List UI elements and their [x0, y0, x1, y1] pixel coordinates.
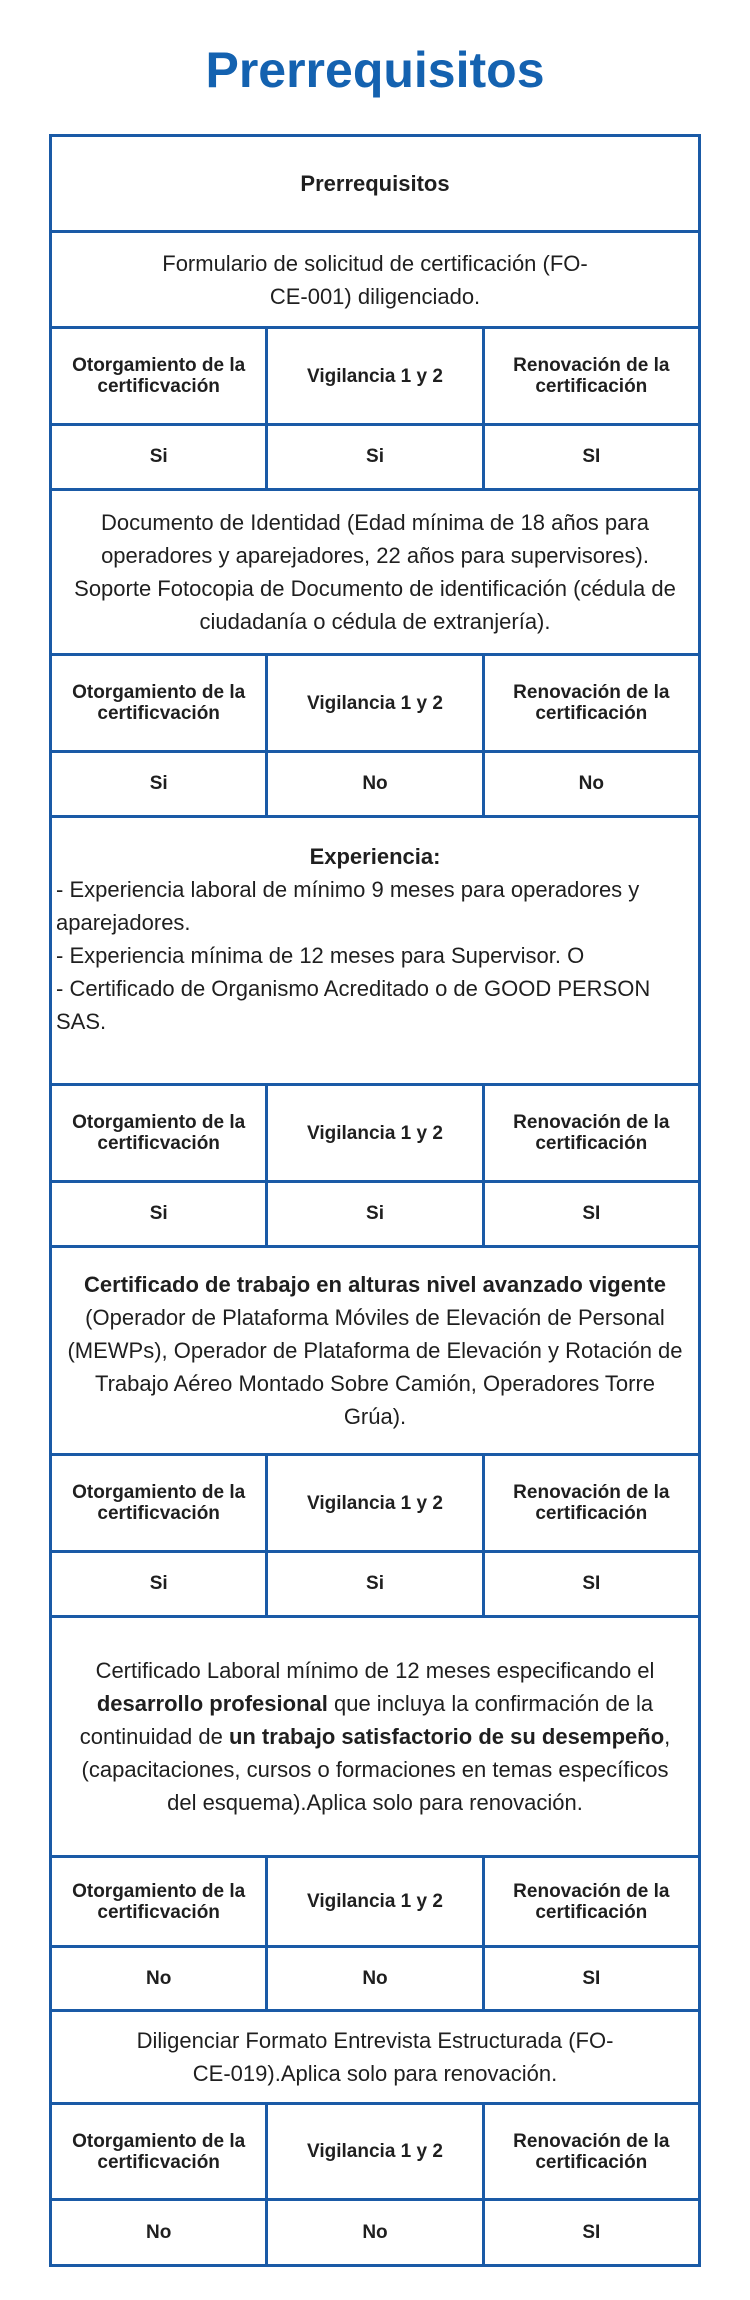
value-vigilancia: Si [268, 1553, 484, 1615]
work-certificate-text: Certificado Laboral mínimo de 12 meses especificando el [95, 1658, 655, 1683]
page-title: Prerrequisitos [205, 42, 545, 98]
values-row [52, 1553, 698, 1618]
value-vigilancia: No [268, 753, 484, 815]
header-vigilancia: Vigilancia 1 y 2 [268, 656, 484, 750]
value-vigilancia: No [268, 1948, 484, 2009]
prerequisite-experience [52, 818, 698, 1086]
header-vigilancia: Vigilancia 1 y 2 [268, 1456, 484, 1550]
prerequisites-table [49, 134, 701, 2267]
prerequisite-heights-certificate [52, 1248, 698, 1456]
prerequisite-identity-document: Documento de Identidad (Edad mínima de 18 años para operadores y aparejadores, 22 años para supervisores). Soporte Fotocopia de Documento de identificación (cédula de ciudadanía o cédula de extranjería). [52, 491, 698, 656]
header-vigilancia: Vigilancia 1 y 2 [268, 1086, 484, 1180]
experience-line: - Experiencia mínima de 12 meses para Supervisor. O [56, 943, 585, 968]
values-row [52, 1183, 698, 1248]
column-header-row [52, 2105, 698, 2201]
value-renovacion: SI [582, 1573, 601, 1594]
header-renovacion: Renovación de la certificación [513, 1880, 670, 1923]
value-vigilancia: Si [268, 426, 484, 488]
values-row [52, 426, 698, 491]
value-otorgamiento: No [52, 1948, 268, 2009]
heights-certificate-title: Certificado de trabajo en alturas nivel avanzado vigente [84, 1272, 666, 1297]
header-renovacion: Renovación de la certificación [513, 1112, 670, 1154]
column-header-row [52, 1858, 698, 1948]
value-otorgamiento: Si [52, 753, 268, 815]
header-otorgamiento: Otorgamiento de la certificvación [52, 329, 268, 423]
experience-heading: Experiencia: [309, 844, 441, 869]
header-otorgamiento: Otorgamiento de la certificvación [52, 1456, 268, 1550]
values-row [52, 753, 698, 818]
value-renovacion: SI [582, 1203, 601, 1224]
value-renovacion: SI [582, 1967, 601, 1989]
work-certificate-text: , (capacitaciones, cursos o formaciones en temas específicos del esquema).Aplica solo para renovación. [81, 1724, 671, 1815]
prerequisite-interview-form: Diligenciar Formato Entrevista Estructurada (FO-CE-019).Aplica solo para renovación. [52, 2012, 698, 2105]
value-otorgamiento: Si [52, 1183, 268, 1245]
value-otorgamiento: Si [52, 426, 268, 488]
experience-line: - Experiencia laboral de mínimo 9 meses para operadores y aparejadores. [56, 877, 640, 935]
column-header-row [52, 1456, 698, 1553]
values-row [52, 1948, 698, 2012]
heights-certificate-detail: (Operador de Plataforma Móviles de Elevación de Personal (MEWPs), Operador de Plataforma de Elevación y Rotación de Trabajo Aéreo Montado Sobre Camión, Operadores Torre Grúa). [67, 1305, 683, 1429]
header-renovacion: Renovación de la certificación [513, 355, 670, 397]
value-otorgamiento: Si [52, 1553, 268, 1615]
header-otorgamiento: Otorgamiento de la certificvación [52, 1086, 268, 1180]
header-renovacion: Renovación de la certificación [513, 1482, 670, 1524]
value-renovacion: SI [582, 2221, 601, 2243]
experience-line: - Certificado de Organismo Acreditado o de GOOD PERSON SAS. [56, 976, 651, 1034]
value-vigilancia: No [268, 2201, 484, 2264]
header-renovacion: Renovación de la certificación [513, 2130, 670, 2173]
column-header-row [52, 656, 698, 753]
value-renovacion: No [578, 773, 604, 794]
table-header: Prerrequisitos [52, 137, 698, 233]
header-otorgamiento: Otorgamiento de la certificvación [52, 1858, 268, 1945]
values-row [52, 2201, 698, 2264]
header-vigilancia: Vigilancia 1 y 2 [268, 1858, 484, 1945]
column-header-row [52, 1086, 698, 1183]
value-vigilancia: Si [268, 1183, 484, 1245]
header-vigilancia: Vigilancia 1 y 2 [268, 2105, 484, 2198]
prerequisite-application-form: Formulario de solicitud de certificación (FO-CE-001) diligenciado. [52, 233, 698, 329]
header-otorgamiento: Otorgamiento de la certificvación [52, 656, 268, 750]
work-certificate-text: que incluya la confirmación de la continuidad de [79, 1691, 654, 1749]
work-certificate-bold: desarrollo profesional [96, 1691, 328, 1716]
value-otorgamiento: No [52, 2201, 268, 2264]
header-otorgamiento: Otorgamiento de la certificvación [52, 2105, 268, 2198]
work-certificate-bold: un trabajo satisfactorio de su desempeño [228, 1724, 665, 1749]
column-header-row [52, 329, 698, 426]
value-renovacion: SI [582, 446, 601, 467]
header-renovacion: Renovación de la certificación [513, 682, 670, 724]
header-vigilancia: Vigilancia 1 y 2 [268, 329, 484, 423]
prerequisite-work-certificate [52, 1618, 698, 1858]
